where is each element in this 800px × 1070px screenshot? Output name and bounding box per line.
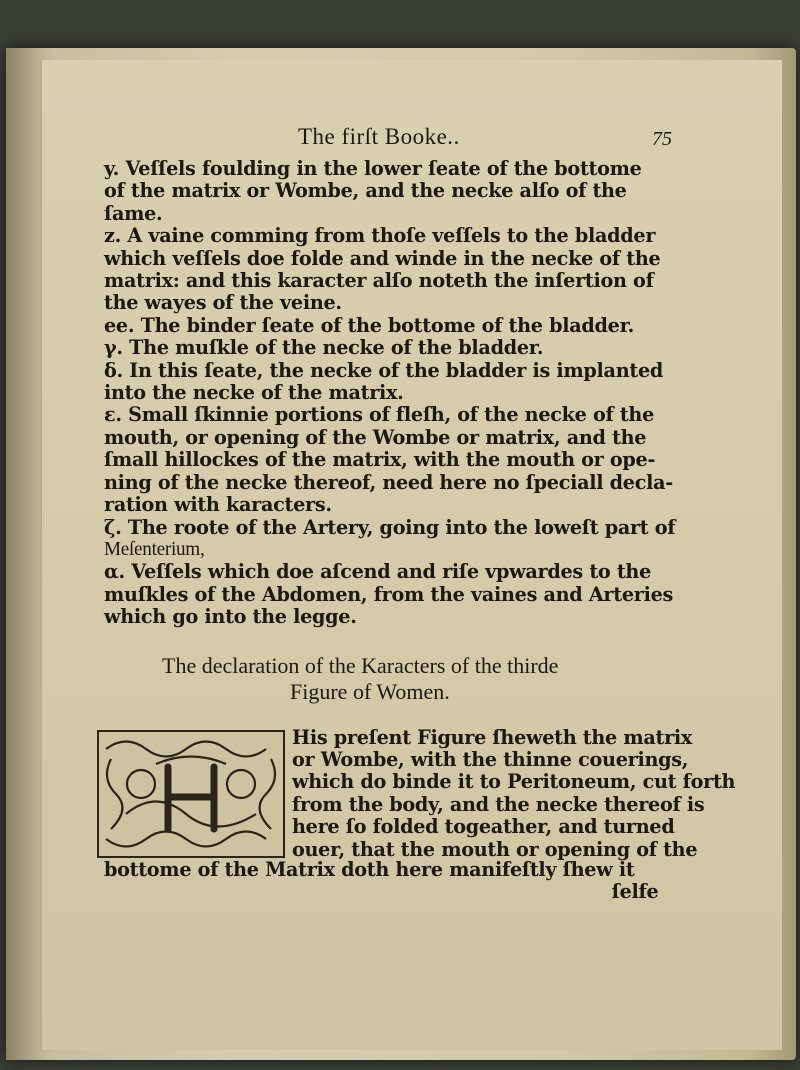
paragraph-epsilon bbox=[104, 403, 673, 517]
page-number: 75 bbox=[652, 128, 672, 150]
text-line: muſkles of the Abdomen, from the vaines and Arteries bbox=[104, 582, 674, 606]
book-page bbox=[40, 60, 782, 1050]
text-line: His preſent Figure ſheweth the matrix bbox=[292, 725, 693, 749]
text-line: α. Veſſels which doe aſcend and riſe vpwardes to the bbox=[104, 560, 651, 584]
woodcut-initial-ornament bbox=[96, 729, 286, 859]
text-line: γ. The muſkle of the necke of the bladder. bbox=[104, 336, 544, 360]
text-line: ε. Small ſkinnie portions of fleſh, of the necke of the bbox=[104, 403, 655, 427]
text-line: which go into the legge. bbox=[104, 605, 357, 629]
paragraph-gamma bbox=[104, 337, 664, 359]
text-line: bottome of the Matrix doth here manifeſtly ſhew it bbox=[104, 857, 635, 881]
paragraph-z bbox=[104, 225, 664, 315]
text-line: or Wombe, with the thinne couerings, bbox=[292, 747, 689, 771]
paragraph-delta bbox=[104, 360, 664, 405]
text-line: Meſenterium, bbox=[104, 538, 205, 560]
decorated-initial-paragraph bbox=[104, 725, 736, 877]
text-line: here ſo folded togeather, and turned bbox=[292, 815, 675, 839]
text-line: which veſſels doe folde and winde in the necke of the bbox=[104, 246, 661, 270]
paragraph-ee bbox=[104, 315, 664, 337]
initial-paragraph-lines bbox=[292, 725, 736, 861]
text-line: δ. In this ſeate, the necke of the bladder is implanted bbox=[104, 358, 663, 382]
page-content bbox=[104, 118, 736, 903]
text-line: ζ. The roote of the Artery, going into the loweſt part of bbox=[104, 515, 676, 539]
text-line: z. A vaine comming from thoſe veſſels to the bladder bbox=[104, 224, 656, 248]
text-line: y. Veſſels foulding in the lower ſeate of the bottome bbox=[104, 157, 642, 180]
final-paragraph-tail bbox=[104, 859, 664, 904]
text-line: ration with karacters. bbox=[104, 493, 332, 517]
text-line: ſame. bbox=[104, 201, 163, 225]
paragraph-zeta bbox=[104, 515, 676, 562]
text-line: mouth, or opening of the Wombe or matrix, and the bbox=[104, 425, 647, 449]
section-heading-line2: Figure of Women. bbox=[290, 678, 450, 704]
text-line: ſmall hillockes of the matrix, with the mouth or ope- bbox=[104, 448, 656, 472]
text-line: matrix: and this karacter alſo noteth the inſertion of bbox=[104, 269, 654, 293]
text-line: into the necke of the matrix. bbox=[104, 381, 404, 405]
binding-gutter bbox=[6, 48, 40, 1060]
text-line: ouer, that the mouth or opening of the bbox=[292, 837, 698, 861]
text-line: ee. The binder ſeate of the bottome of the bladder. bbox=[104, 313, 635, 337]
paragraph-y bbox=[104, 158, 664, 225]
paragraph-alpha bbox=[104, 560, 674, 629]
text-line: of the matrix or Wombe, and the necke alſo of the bbox=[104, 179, 627, 203]
text-line: the wayes of the veine. bbox=[104, 291, 342, 315]
text-line: from the body, and the necke thereof is bbox=[292, 792, 705, 816]
running-head bbox=[104, 118, 672, 158]
text-line: ning of the necke thereof, need here no ſpeciall decla- bbox=[104, 470, 673, 494]
text-line: which do binde it to Peritoneum, cut forth bbox=[292, 770, 736, 794]
running-head-title: The firſt Booke.. bbox=[298, 124, 460, 149]
section-heading: The declaration of the Karacters of the thirde bbox=[162, 652, 559, 678]
catchword: ſelfe bbox=[611, 879, 659, 903]
